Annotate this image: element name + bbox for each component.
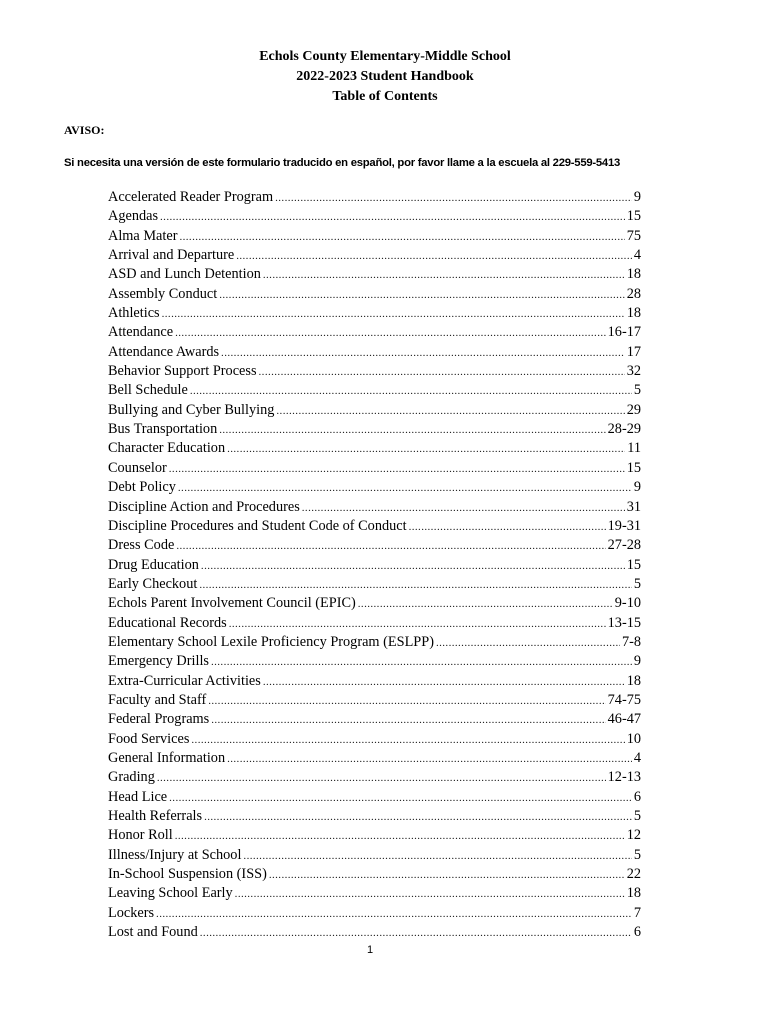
toc-entry [108, 188, 641, 207]
toc-dot-leader [156, 905, 632, 924]
section-title: Table of Contents [332, 89, 438, 104]
toc-entry-page: 6 [633, 924, 641, 941]
toc-entry-page: 5 [633, 575, 641, 592]
toc-entry-label: Assembly Conduct [108, 285, 218, 302]
toc-entry [108, 459, 641, 478]
toc-entry-label: Leaving School Early [108, 885, 233, 902]
toc-entry-label: Bell Schedule [108, 382, 188, 399]
toc-dot-leader [219, 421, 605, 440]
toc-entry [108, 304, 641, 323]
toc-entry-label: Agendas [108, 208, 159, 225]
toc-entry-page: 29 [626, 401, 641, 418]
toc-dot-leader [178, 479, 632, 498]
toc-entry-label: Grading [108, 769, 155, 786]
toc-entry-label: Federal Programs [108, 711, 210, 728]
toc-entry-label: Emergency Drills [108, 653, 209, 670]
toc-entry-page: 15 [626, 459, 641, 476]
toc-entry-page: 9 [633, 189, 641, 205]
toc-entry [108, 730, 641, 749]
toc-entry [108, 807, 641, 826]
toc-entry [108, 710, 641, 729]
school-name: Echols County Elementary-Middle School [259, 49, 511, 64]
toc-entry-page: 9 [633, 653, 641, 670]
toc-dot-leader [204, 808, 632, 827]
toc-dot-leader [191, 731, 624, 750]
toc-entry-page: 4 [633, 247, 641, 264]
toc-dot-leader [162, 305, 625, 324]
toc-entry-page: 28-29 [607, 421, 641, 438]
toc-dot-leader [160, 208, 625, 227]
toc-dot-leader [276, 402, 624, 421]
toc-entry-label: Discipline Procedures and Student Code of Conduct [108, 517, 407, 534]
toc-entry-label: Illness/Injury at School [108, 846, 242, 863]
toc-entry-label: Athletics [108, 305, 160, 322]
toc-entry [108, 556, 641, 575]
toc-entry-page: 18 [626, 885, 641, 902]
toc-entry [108, 478, 641, 497]
handbook-title: 2022-2023 Student Handbook [296, 69, 474, 84]
toc-entry-page: 75 [626, 227, 641, 244]
toc-entry-page: 18 [626, 672, 641, 689]
toc-entry-page: 32 [626, 363, 641, 380]
toc-entry [108, 768, 641, 787]
toc-entry [108, 788, 641, 807]
toc-entry-label: ASD and Lunch Detention [108, 266, 261, 283]
toc-entry [108, 691, 641, 710]
toc-entry-label: Early Checkout [108, 575, 198, 592]
document-title-block [0, 47, 770, 107]
toc-dot-leader [201, 557, 625, 576]
toc-entry [108, 672, 641, 691]
toc-entry-page: 5 [633, 382, 641, 399]
toc-entry-label: Educational Records [108, 614, 227, 631]
toc-entry-label: Behavior Support Process [108, 363, 257, 380]
toc-entry-label: Alma Mater [108, 227, 178, 244]
toc-entry [108, 246, 641, 265]
toc-entry-label: Food Services [108, 730, 190, 747]
toc-entry-page: 17 [626, 343, 641, 360]
toc-entry-page: 5 [633, 808, 641, 824]
toc-entry-page: 6 [633, 788, 641, 805]
toc-entry [108, 420, 641, 439]
toc-entry-page: 19-31 [607, 517, 641, 534]
toc-dot-leader [179, 228, 624, 247]
toc-entry-label: Attendance [108, 324, 174, 341]
toc-entry [108, 439, 641, 458]
toc-entry-page: 46-47 [607, 711, 641, 728]
toc-entry [108, 401, 641, 420]
toc-dot-leader [269, 866, 625, 885]
toc-entry-label: Character Education [108, 440, 226, 457]
toc-dot-leader [221, 344, 625, 363]
toc-entry-label: Head Lice [108, 788, 168, 805]
toc-entry [108, 265, 641, 284]
toc-entry [108, 323, 641, 342]
toc-entry [108, 381, 641, 400]
toc-dot-leader [176, 537, 605, 556]
toc-dot-leader [157, 769, 606, 788]
toc-entry [108, 362, 641, 381]
toc-entry [108, 536, 641, 555]
toc-dot-leader [243, 847, 631, 866]
toc-entry-label: In-School Suspension (ISS) [108, 866, 267, 883]
toc-dot-leader [409, 518, 606, 537]
toc-entry-label: Elementary School Lexile Proficiency Program (ESLPP) [108, 633, 434, 650]
toc-entry-label: Honor Roll [108, 827, 173, 844]
toc-entry-page: 74-75 [607, 691, 641, 708]
notice-label: AVISO: [64, 123, 105, 137]
toc-entry-label: Lockers [108, 904, 155, 921]
toc-entry-label: Discipline Action and Procedures [108, 498, 300, 515]
toc-dot-leader [263, 266, 625, 285]
toc-dot-leader [236, 247, 632, 266]
toc-entry-page: 9 [633, 479, 641, 496]
toc-dot-leader [200, 924, 632, 943]
toc-entry-label: Lost and Found [108, 924, 198, 941]
toc-entry-label: Bus Transportation [108, 421, 218, 438]
toc-entry [108, 227, 641, 246]
toc-entry-page: 15 [626, 556, 641, 573]
toc-entry-page: 12 [626, 827, 641, 844]
toc-entry-page: 15 [626, 208, 641, 225]
toc-entry [108, 633, 641, 652]
toc-entry-page: 18 [626, 305, 641, 322]
toc-entry-page: 13-15 [607, 614, 641, 631]
toc-entry-page: 27-28 [607, 537, 641, 554]
toc-entry-page: 7 [633, 904, 641, 921]
toc-entry [108, 749, 641, 768]
toc-dot-leader [263, 673, 625, 692]
toc-entry [108, 207, 641, 226]
toc-entry [108, 343, 641, 362]
toc-entry [108, 614, 641, 633]
toc-entry [108, 884, 641, 903]
toc-entry [108, 498, 641, 517]
toc-entry [108, 846, 641, 865]
table-of-contents [108, 188, 641, 942]
toc-entry-label: Arrival and Departure [108, 247, 235, 264]
toc-entry-label: General Information [108, 749, 226, 766]
toc-dot-leader [211, 711, 605, 730]
toc-entry-page: 12-13 [607, 769, 641, 786]
toc-dot-leader [227, 750, 632, 769]
toc-entry [108, 826, 641, 845]
toc-entry-page: 22 [626, 866, 641, 883]
toc-dot-leader [208, 692, 605, 711]
toc-entry-label: Drug Education [108, 556, 199, 573]
toc-dot-leader [436, 634, 620, 653]
toc-entry-label: Dress Code [108, 537, 175, 554]
toc-entry-label: Attendance Awards [108, 343, 220, 360]
toc-entry-page: 31 [626, 498, 641, 515]
toc-dot-leader [235, 885, 625, 904]
toc-dot-leader [199, 576, 632, 595]
toc-dot-leader [229, 615, 606, 634]
toc-entry [108, 865, 641, 884]
toc-entry [108, 594, 641, 613]
toc-entry-page: 16-17 [607, 324, 641, 341]
toc-dot-leader [358, 595, 613, 614]
toc-entry [108, 652, 641, 671]
toc-dot-leader [211, 653, 632, 672]
toc-entry-page: 9-10 [614, 595, 641, 612]
toc-dot-leader [175, 324, 606, 343]
toc-dot-leader [169, 460, 625, 479]
toc-entry [108, 285, 641, 304]
toc-entry-page: 4 [633, 749, 641, 766]
toc-dot-leader [275, 189, 632, 208]
toc-dot-leader [190, 382, 632, 401]
toc-entry-label: Faculty and Staff [108, 691, 207, 708]
toc-entry-label: Health Referrals [108, 808, 203, 824]
toc-entry-page: 5 [633, 846, 641, 863]
toc-entry-label: Echols Parent Involvement Council (EPIC) [108, 595, 356, 612]
toc-entry-label: Bullying and Cyber Bullying [108, 401, 275, 418]
toc-entry [108, 575, 641, 594]
page-number: 1 [366, 944, 374, 956]
toc-dot-leader [169, 789, 632, 808]
toc-entry [108, 904, 641, 923]
toc-entry [108, 923, 641, 942]
toc-entry-page: 28 [626, 285, 641, 302]
toc-entry-page: 11 [627, 440, 641, 457]
toc-dot-leader [227, 440, 625, 459]
toc-entry-page: 7-8 [621, 633, 641, 650]
toc-entry-page: 18 [626, 266, 641, 283]
toc-dot-leader [302, 499, 625, 518]
toc-entry-label: Debt Policy [108, 479, 176, 496]
toc-dot-leader [219, 286, 624, 305]
toc-entry-label: Counselor [108, 459, 167, 476]
toc-dot-leader [175, 827, 625, 846]
toc-entry [108, 517, 641, 536]
toc-entry-label: Accelerated Reader Program [108, 189, 274, 205]
translation-notice: Si necesita una versión de este formulario traducido en español, por favor llame a la escuela al 229-559-5413 [64, 157, 621, 169]
toc-entry-page: 10 [626, 730, 641, 747]
toc-dot-leader [259, 363, 625, 382]
toc-entry-label: Extra-Curricular Activities [108, 672, 261, 689]
